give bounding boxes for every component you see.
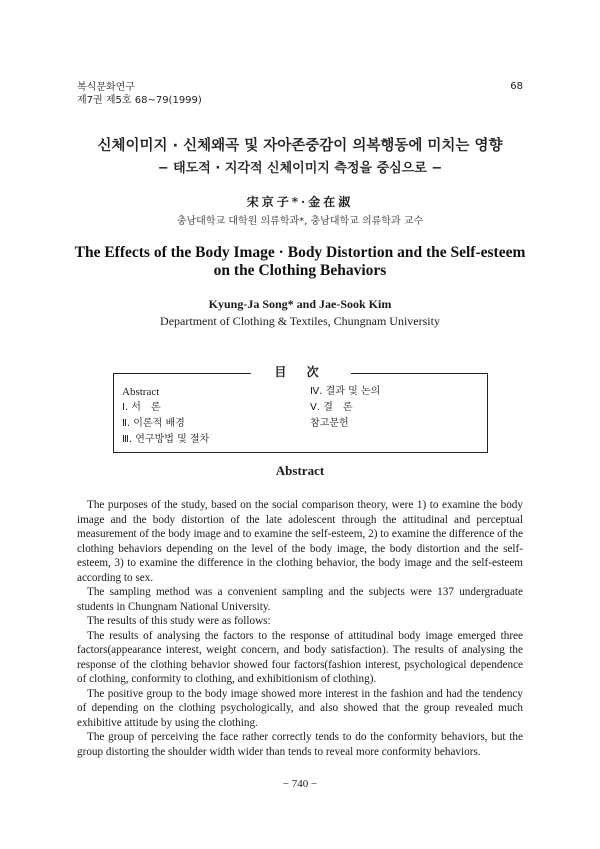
toc-item-introduction: Ⅰ. 서 론 bbox=[122, 402, 161, 413]
abstract-heading: Abstract bbox=[275, 463, 325, 478]
abstract-paragraph: The results of this study were as follows: bbox=[87, 615, 271, 627]
toc-item-abstract: Abstract bbox=[122, 386, 160, 398]
english-title-line-2: on the Clothing Behaviors bbox=[213, 262, 387, 279]
journal-info bbox=[77, 81, 202, 107]
toc-item-references: 참고문헌 bbox=[310, 418, 349, 429]
abstract-paragraph: The sampling method was a convenient sampling and the subjects were 137 undergraduate students in Chungnam National University. bbox=[77, 586, 523, 613]
english-title-line-1: The Effects of the Body Image · Body Distortion and the Self-esteem bbox=[74, 244, 526, 261]
page-number-top: 68 bbox=[510, 81, 523, 92]
abstract-paragraph: The purposes of the study, based on the social comparison theory, were 1) to examine the body image and the body distortion of the late adolescent through the attitudinal and perceptual measurement of the body image and to examine the self-esteem, 2) to examine the difference of the clothing behaviors depending on the level of the body image, the body distortion and the self-esteem, 3) to examine the difference in the clothing behavior, the body image and the self-esteem according to sex. bbox=[77, 499, 523, 584]
authors-korean: 宋京子*·金在淑 bbox=[246, 195, 354, 209]
toc-left-column bbox=[122, 384, 209, 448]
table-of-contents bbox=[113, 365, 488, 453]
toc-right-column bbox=[310, 384, 380, 432]
toc-item-method: Ⅲ. 연구방법 및 절차 bbox=[122, 434, 210, 445]
affiliation-english: Department of Clothing & Textiles, Chungnam University bbox=[160, 314, 440, 328]
abstract-paragraph: The positive group to the body image showed more interest in the fashion and had the tendency of depending on the clothing psychologically, and also showed that the group revealed much exhibitive attitude by using the clothing. bbox=[77, 687, 523, 729]
toc-item-background: Ⅱ. 이론적 배경 bbox=[122, 418, 185, 429]
korean-subtitle: − 태도적 · 지각적 신체이미지 측정을 중심으로 − bbox=[157, 161, 443, 176]
abstract-paragraph: The results of analysing the factors to the response of attitudinal body image emerged three factors(appearance interest, weight concern, and body satisfaction). The results of analysing the response of the clothing behavior showed four factors(fashion interest, psychological dependence of clothing, conformity to clothing, and exhibitionism of clothing). bbox=[77, 629, 523, 685]
volume-info: 제7권 제5호 68~79(1999) bbox=[77, 95, 202, 106]
authors-english: Kyung-Ja Song* and Jae-Sook Kim bbox=[208, 297, 392, 311]
abstract-paragraph: The group of perceiving the face rather correctly tends to do the conformity behaviors, but the group distorting the shoulder width wider than tends to reveal more conformity behaviors. bbox=[77, 731, 523, 758]
toc-item-results: Ⅳ. 결과 및 논의 bbox=[310, 386, 381, 397]
affiliation-korean: 충남대학교 대학원 의류학과*, 충남대학교 의류학과 교수 bbox=[176, 216, 424, 227]
korean-title: 신체이미지 · 신체왜곡 및 자아존중감이 의복행동에 미치는 영향 bbox=[97, 138, 503, 154]
toc-item-conclusion: Ⅴ. 결 론 bbox=[310, 402, 353, 413]
page-number-bottom: − 740 − bbox=[282, 778, 318, 790]
journal-name: 복식문화연구 bbox=[77, 82, 135, 93]
toc-title: 目 次 bbox=[250, 363, 350, 380]
abstract-body bbox=[77, 498, 523, 759]
